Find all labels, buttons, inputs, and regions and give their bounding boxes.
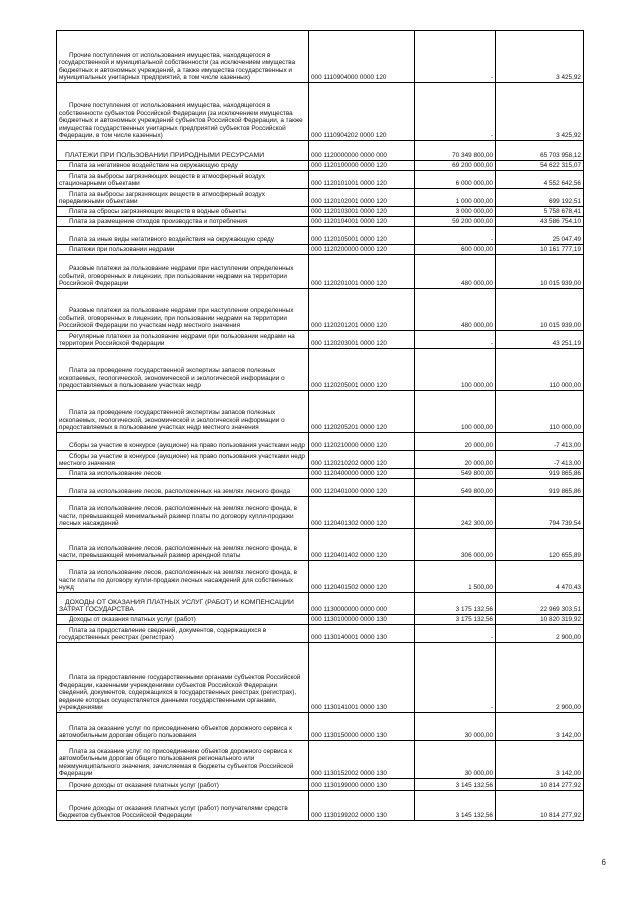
- row-planned-amount: 30 000,00: [415, 741, 496, 779]
- row-classification-code: 000 1120210202 0000 120: [309, 451, 415, 469]
- row-classification-code: 000 1130141001 0000 130: [309, 643, 415, 713]
- row-actual-amount: 110 000,00: [496, 391, 584, 433]
- row-planned-amount: 20 000,00: [415, 451, 496, 469]
- row-name: Прочие доходы от оказания платных услуг (работ): [57, 779, 309, 791]
- row-actual-amount: 3 142,00: [496, 741, 584, 779]
- row-actual-amount: 110 000,00: [496, 349, 584, 391]
- row-name: Плата за использование лесов, расположенных на землях лесного фонда, в части платы по договору купли-продажи лесных насаждений для собственных нужд: [57, 561, 309, 593]
- row-actual-amount: 10 820 319,92: [496, 615, 584, 625]
- row-actual-amount: 43 251,19: [496, 331, 584, 349]
- row-planned-amount: 100 000,00: [415, 391, 496, 433]
- row-planned-amount: -: [415, 31, 496, 83]
- row-actual-amount: 699 192,51: [496, 189, 584, 207]
- row-classification-code: 000 1120100000 0000 120: [309, 161, 415, 171]
- table-row: [57, 779, 584, 791]
- table-row: [57, 469, 584, 479]
- table-row: [57, 207, 584, 217]
- row-actual-amount: -7 413,00: [496, 451, 584, 469]
- row-actual-amount: 5 758 678,41: [496, 207, 584, 217]
- row-classification-code: 000 1120400000 0000 120: [309, 469, 415, 479]
- row-classification-code: 000 1130199202 0000 130: [309, 791, 415, 821]
- row-classification-code: 000 1130100000 0000 130: [309, 615, 415, 625]
- row-name: Регулярные платежи за пользование недрами при пользовании недрами на территории Российской Федерации: [57, 331, 309, 349]
- row-classification-code: 000 1120401502 0000 120: [309, 561, 415, 593]
- row-name: Разовые платежи за пользование недрами при наступлении определенных событий, оговоренных в лицензии, при пользовании недрами на территории Российской Федерации по участкам недр местного значения: [57, 289, 309, 331]
- row-classification-code: 000 1120401402 0000 120: [309, 529, 415, 561]
- row-planned-amount: 69 200 000,00: [415, 161, 496, 171]
- row-classification-code: 000 1120401000 0000 120: [309, 479, 415, 497]
- row-classification-code: 000 1130140001 0000 130: [309, 625, 415, 643]
- table-row: [57, 83, 584, 141]
- row-actual-amount: 54 622 315,07: [496, 161, 584, 171]
- table-row: [57, 791, 584, 821]
- row-planned-amount: 3 175 132,56: [415, 615, 496, 625]
- row-name: Плата за оказание услуг по присоединению объектов дорожного сервиса к автомобильным дорогам общего пользования регионального или межмуниципального значения, зачисляемая в бюджеты субъектов Российской Федерации: [57, 741, 309, 779]
- row-actual-amount: 3 425,92: [496, 31, 584, 83]
- row-name: Плата за использование лесов, расположенных на землях лесного фонда: [57, 479, 309, 497]
- budget-execution-table: [56, 30, 584, 821]
- row-planned-amount: 480 000,00: [415, 255, 496, 289]
- row-actual-amount: 4 470,43: [496, 561, 584, 593]
- table-row: [57, 245, 584, 255]
- row-name: Сборы за участие в конкурсе (аукционе) на право пользования участками недр местного значения: [57, 451, 309, 469]
- row-classification-code: 000 1120103001 0000 120: [309, 207, 415, 217]
- row-actual-amount: 794 739,54: [496, 497, 584, 529]
- row-planned-amount: -: [415, 643, 496, 713]
- row-name: Прочие поступления от использования имущества, находящегося в государственной и муниципальной собственности (за исключением имущества бюджетных и автономных учреждений, а также имущества государственных и муниципальных унитарных предприятий, в том числе казенных): [57, 31, 309, 83]
- row-planned-amount: 20 000,00: [415, 433, 496, 451]
- table-row: [57, 433, 584, 451]
- row-planned-amount: 30 000,00: [415, 713, 496, 741]
- row-classification-code: 000 1110904202 0000 120: [309, 83, 415, 141]
- row-classification-code: 000 1120200000 0000 120: [309, 245, 415, 255]
- row-classification-code: 000 1120210000 0000 120: [309, 433, 415, 451]
- table-row: [57, 289, 584, 331]
- row-classification-code: 000 1120401302 0000 120: [309, 497, 415, 529]
- row-actual-amount: 10 161 777,19: [496, 245, 584, 255]
- row-planned-amount: 1 500,00: [415, 561, 496, 593]
- row-planned-amount: -: [415, 625, 496, 643]
- row-planned-amount: 306 000,00: [415, 529, 496, 561]
- row-name: Плата за предоставление сведений, документов, содержащихся в государственных реестрах (регистрах): [57, 625, 309, 643]
- row-classification-code: 000 1120205001 0000 120: [309, 349, 415, 391]
- row-actual-amount: 3 425,92: [496, 83, 584, 141]
- row-classification-code: 000 1120205201 0000 120: [309, 391, 415, 433]
- row-planned-amount: 242 300,00: [415, 497, 496, 529]
- table-row: [57, 255, 584, 289]
- row-name: Прочие доходы от оказания платных услуг (работ) получателями средств бюджетов субъектов Российской Федерации: [57, 791, 309, 821]
- row-name: Плата за выбросы загрязняющих веществ в атмосферный воздух передвижными объектами: [57, 189, 309, 207]
- table-body: [57, 31, 584, 821]
- row-name: ПЛАТЕЖИ ПРИ ПОЛЬЗОВАНИИ ПРИРОДНЫМИ РЕСУРСАМИ: [57, 141, 309, 161]
- row-planned-amount: 59 200 000,00: [415, 217, 496, 227]
- row-name: Плата за использование лесов, расположенных на землях лесного фонда, в части, превышающей минимальный размер арендной платы: [57, 529, 309, 561]
- row-actual-amount: 919 865,86: [496, 479, 584, 497]
- row-name: Плата за использование лесов, расположенных на землях лесного фонда, в части, превышающей минимальный размер платы по договору купли-продажи лесных насаждений: [57, 497, 309, 529]
- row-planned-amount: 6 000 000,00: [415, 171, 496, 189]
- table-row: [57, 161, 584, 171]
- table-row: [57, 31, 584, 83]
- row-name: Доходы от оказания платных услуг (работ): [57, 615, 309, 625]
- row-name: Платежи при пользовании недрами: [57, 245, 309, 255]
- table-row: [57, 529, 584, 561]
- row-name: Прочие поступления от использования имущества, находящегося в собственности субъектов Российской Федерации (за исключением имущества бюджетных и автономных учреждений субъектов Российской Федерации, а также имущества государственных унитарных предприятий субъектов Российской Федерации, в том числе казенных): [57, 83, 309, 141]
- table-row: [57, 643, 584, 713]
- row-planned-amount: 3 175 132,56: [415, 593, 496, 615]
- table-row: [57, 451, 584, 469]
- row-name: Плата за иные виды негативного воздействия на окружающую среду: [57, 227, 309, 245]
- row-name: Плата за сбросы загрязняющих веществ в водные объекты: [57, 207, 309, 217]
- row-classification-code: 000 1120203001 0000 120: [309, 331, 415, 349]
- row-actual-amount: 2 900,00: [496, 643, 584, 713]
- table-row: [57, 331, 584, 349]
- row-planned-amount: 480 000,00: [415, 289, 496, 331]
- row-name: ДОХОДЫ ОТ ОКАЗАНИЯ ПЛАТНЫХ УСЛУГ (РАБОТ) И КОМПЕНСАЦИИ ЗАТРАТ ГОСУДАРСТВА: [57, 593, 309, 615]
- table-row: [57, 497, 584, 529]
- row-planned-amount: 100 000,00: [415, 349, 496, 391]
- row-planned-amount: 549 800,00: [415, 469, 496, 479]
- row-classification-code: 000 1120000000 0000 000: [309, 141, 415, 161]
- table-row: [57, 593, 584, 615]
- row-planned-amount: 3 000 000,00: [415, 207, 496, 217]
- row-planned-amount: 70 349 800,00: [415, 141, 496, 161]
- table-row: [57, 141, 584, 161]
- table-row: [57, 713, 584, 741]
- row-actual-amount: 2 900,00: [496, 625, 584, 643]
- row-name: Плата за негативное воздействие на окружающую среду: [57, 161, 309, 171]
- row-actual-amount: 10 814 277,92: [496, 791, 584, 821]
- table-row: [57, 217, 584, 227]
- table-row: [57, 625, 584, 643]
- row-actual-amount: 120 655,89: [496, 529, 584, 561]
- table-row: [57, 391, 584, 433]
- table-row: [57, 561, 584, 593]
- row-classification-code: 000 1120201001 0000 120: [309, 255, 415, 289]
- table-row: [57, 349, 584, 391]
- row-planned-amount: 3 145 132,56: [415, 791, 496, 821]
- row-name: Плата за предоставление государственными органами субъектов Российской Федерации, казенными учреждениями субъектов Российской Федерации сведений, документов, содержащихся в государственных реестрах (регистрах), ведение которых осуществляется данными государственными органами, учреждениями: [57, 643, 309, 713]
- row-planned-amount: -: [415, 83, 496, 141]
- row-actual-amount: -7 413,00: [496, 433, 584, 451]
- row-planned-amount: 549 800,00: [415, 479, 496, 497]
- row-classification-code: 000 1110904000 0000 120: [309, 31, 415, 83]
- row-actual-amount: 10 814 277,92: [496, 779, 584, 791]
- row-planned-amount: -: [415, 331, 496, 349]
- row-classification-code: 000 1130152002 0000 130: [309, 741, 415, 779]
- row-actual-amount: 43 586 754,10: [496, 217, 584, 227]
- row-actual-amount: 22 969 303,51: [496, 593, 584, 615]
- row-name: Плата за выбросы загрязняющих веществ в атмосферный воздух стационарными объектами: [57, 171, 309, 189]
- row-actual-amount: 3 142,00: [496, 713, 584, 741]
- row-name: Сборы за участие в конкурсе (аукционе) на право пользования участками недр: [57, 433, 309, 451]
- table-row: [57, 615, 584, 625]
- row-classification-code: 000 1130199000 0000 130: [309, 779, 415, 791]
- row-classification-code: 000 1120101001 0000 120: [309, 171, 415, 189]
- row-classification-code: 000 1120102001 0000 120: [309, 189, 415, 207]
- row-classification-code: 000 1130150000 0000 130: [309, 713, 415, 741]
- row-classification-code: 000 1120105001 0000 120: [309, 227, 415, 245]
- table-row: [57, 479, 584, 497]
- row-actual-amount: 10 015 939,00: [496, 255, 584, 289]
- row-name: Плата за использование лесов: [57, 469, 309, 479]
- row-name: Плата за проведение государственной экспертизы запасов полезных ископаемых, геологической, экономической и экологической информации о предоставляемых в пользование участках недр: [57, 349, 309, 391]
- row-planned-amount: -: [415, 227, 496, 245]
- row-actual-amount: 4 552 642,56: [496, 171, 584, 189]
- row-name: Плата за оказание услуг по присоединению объектов дорожного сервиса к автомобильным дорогам общего пользования: [57, 713, 309, 741]
- row-actual-amount: 65 703 958,12: [496, 141, 584, 161]
- row-name: Плата за проведение государственной экспертизы запасов полезных ископаемых, геологической, экономической и экологической информации о предоставляемых в пользование участках недр местного значения: [57, 391, 309, 433]
- row-name: Разовые платежи за пользование недрами при наступлении определенных событий, оговоренных в лицензии, при пользовании недрами на территории Российской Федерации: [57, 255, 309, 289]
- table-row: [57, 741, 584, 779]
- row-planned-amount: 600 000,00: [415, 245, 496, 255]
- table-row: [57, 227, 584, 245]
- row-classification-code: 000 1120201201 0000 120: [309, 289, 415, 331]
- table-row: [57, 171, 584, 189]
- table-row: [57, 189, 584, 207]
- page-number: 6: [601, 858, 606, 867]
- row-actual-amount: 919 865,86: [496, 469, 584, 479]
- row-classification-code: 000 1130000000 0000 000: [309, 593, 415, 615]
- row-planned-amount: 3 145 132,56: [415, 779, 496, 791]
- row-planned-amount: 1 000 000,00: [415, 189, 496, 207]
- row-classification-code: 000 1120104001 0000 120: [309, 217, 415, 227]
- row-actual-amount: 25 047,49: [496, 227, 584, 245]
- row-name: Плата за размещение отходов производства и потребления: [57, 217, 309, 227]
- row-actual-amount: 10 015 939,00: [496, 289, 584, 331]
